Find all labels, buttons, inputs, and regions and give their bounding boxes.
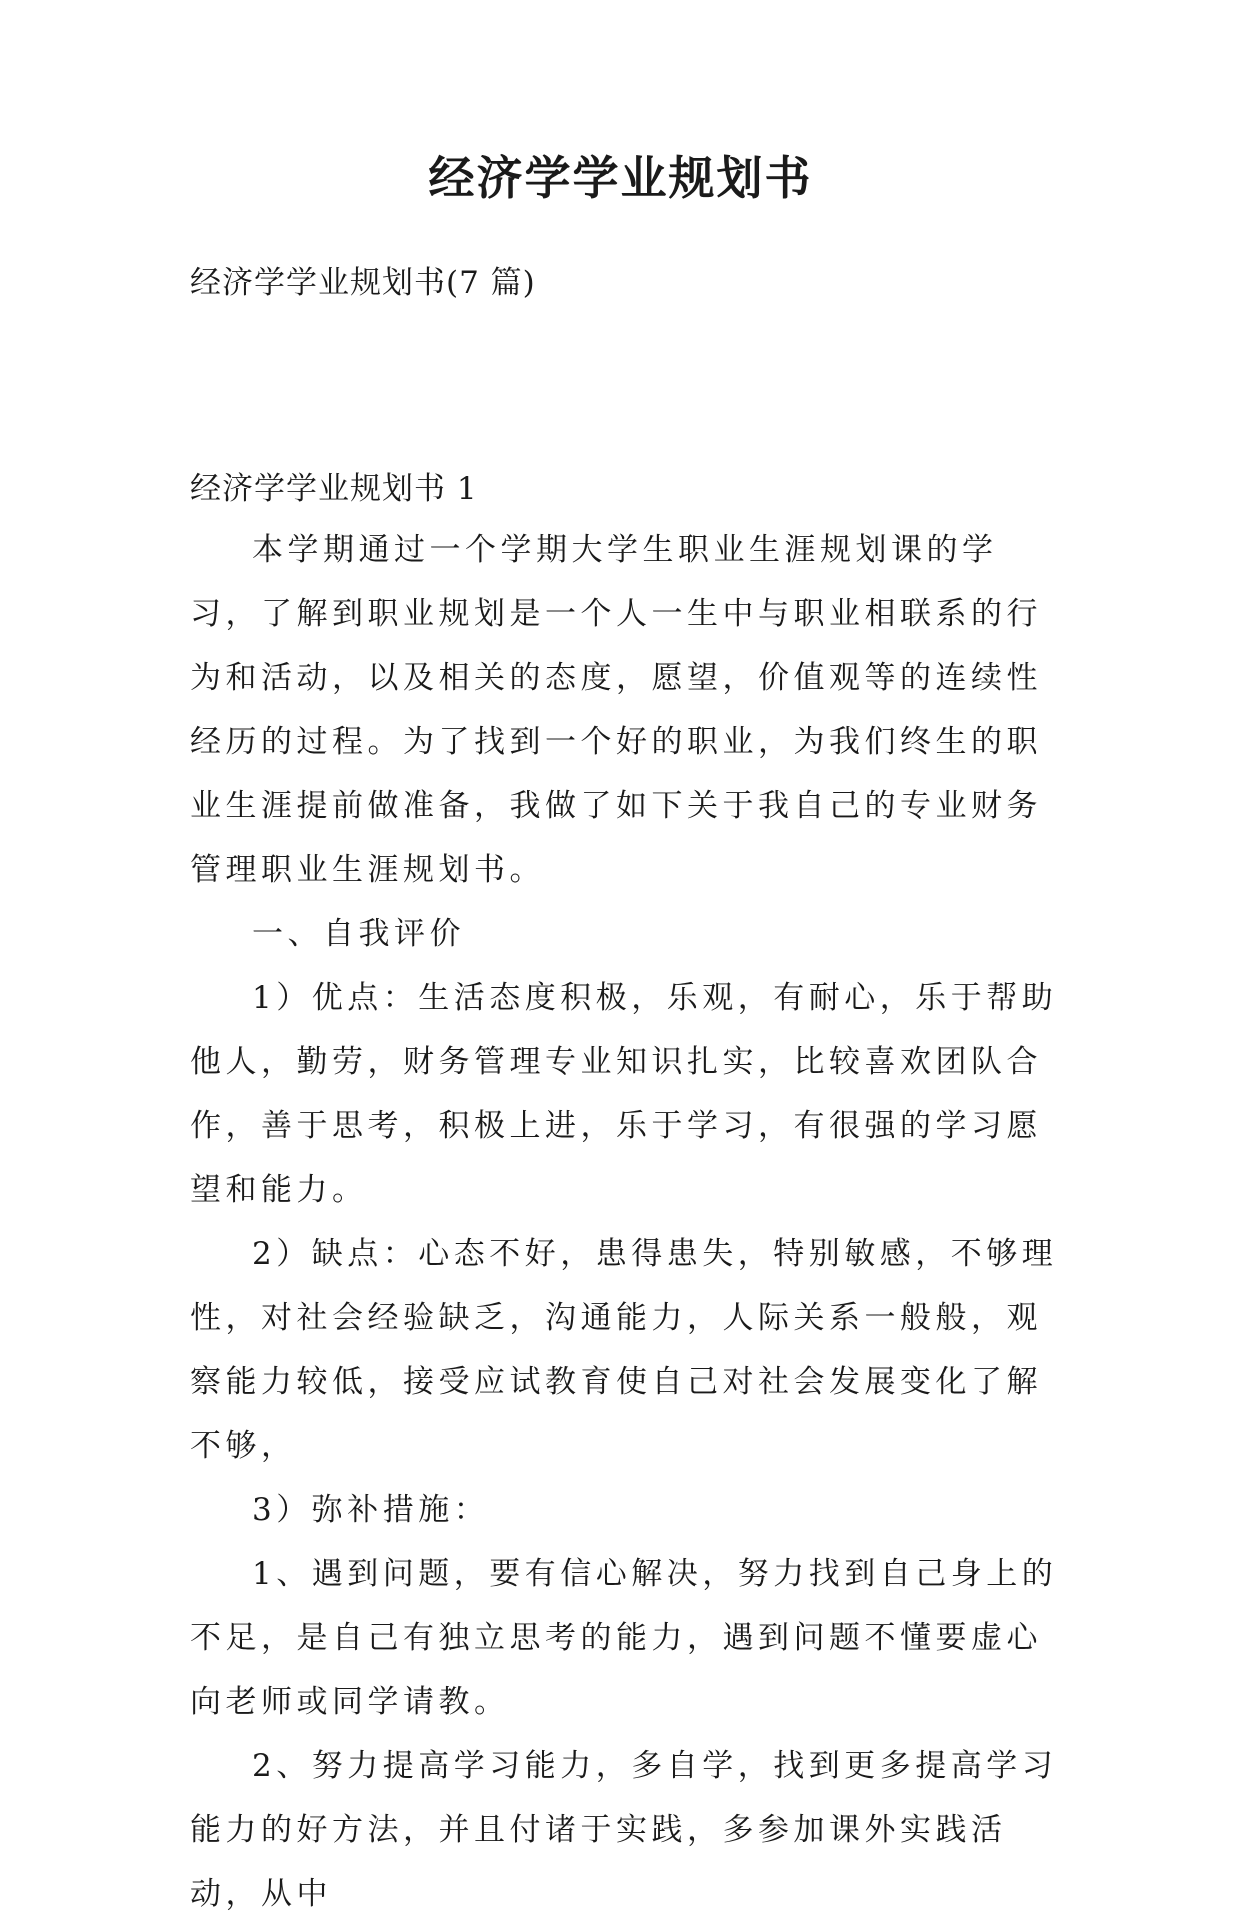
paragraph-strengths: 1）优点：生活态度积极，乐观，有耐心，乐于帮助他人，勤劳，财务管理专业知识扎实，比较喜欢团队合作，善于思考，积极上进，乐于学习，有很强的学习愿望和能力。 xyxy=(190,980,1058,1208)
paragraph-remedy-1: 1、遇到问题，要有信心解决，努力找到自己身上的不足，是自己有独立思考的能力，遇到问题不懂要虚心向老师或同学请教。 xyxy=(190,1556,1058,1720)
paragraph-weaknesses: 2）缺点：心态不好，患得患失，特别敏感，不够理性，对社会经验缺乏，沟通能力，人际关系一般般，观察能力较低，接受应试教育使自己对社会发展变化了解不够， xyxy=(190,1236,1058,1464)
document-body xyxy=(190,518,1065,1926)
paragraph-remedy-2: 2、努力提高学习能力，多自学，找到更多提高学习能力的好方法，并且付诸于实践，多参加课外实践活动，从中 xyxy=(190,1748,1058,1912)
document-title: 经济学学业规划书 xyxy=(428,151,813,205)
document-subtitle: 经济学学业规划书(7 篇) xyxy=(190,265,536,301)
section-heading: 经济学学业规划书 1 xyxy=(190,471,478,507)
paragraph-intro: 本学期通过一个学期大学生职业生涯规划课的学习，了解到职业规划是一个人一生中与职业相联系的行为和活动，以及相关的态度，愿望，价值观等的连续性经历的过程。为了找到一个好的职业，为我们终生的职业生涯提前做准备，我做了如下关于我自己的专业财务管理职业生涯规划书。 xyxy=(190,532,1042,888)
paragraph-self-evaluation-heading: 一、自我评价 xyxy=(252,916,465,952)
paragraph-remedies-heading: 3）弥补措施： xyxy=(252,1492,490,1528)
